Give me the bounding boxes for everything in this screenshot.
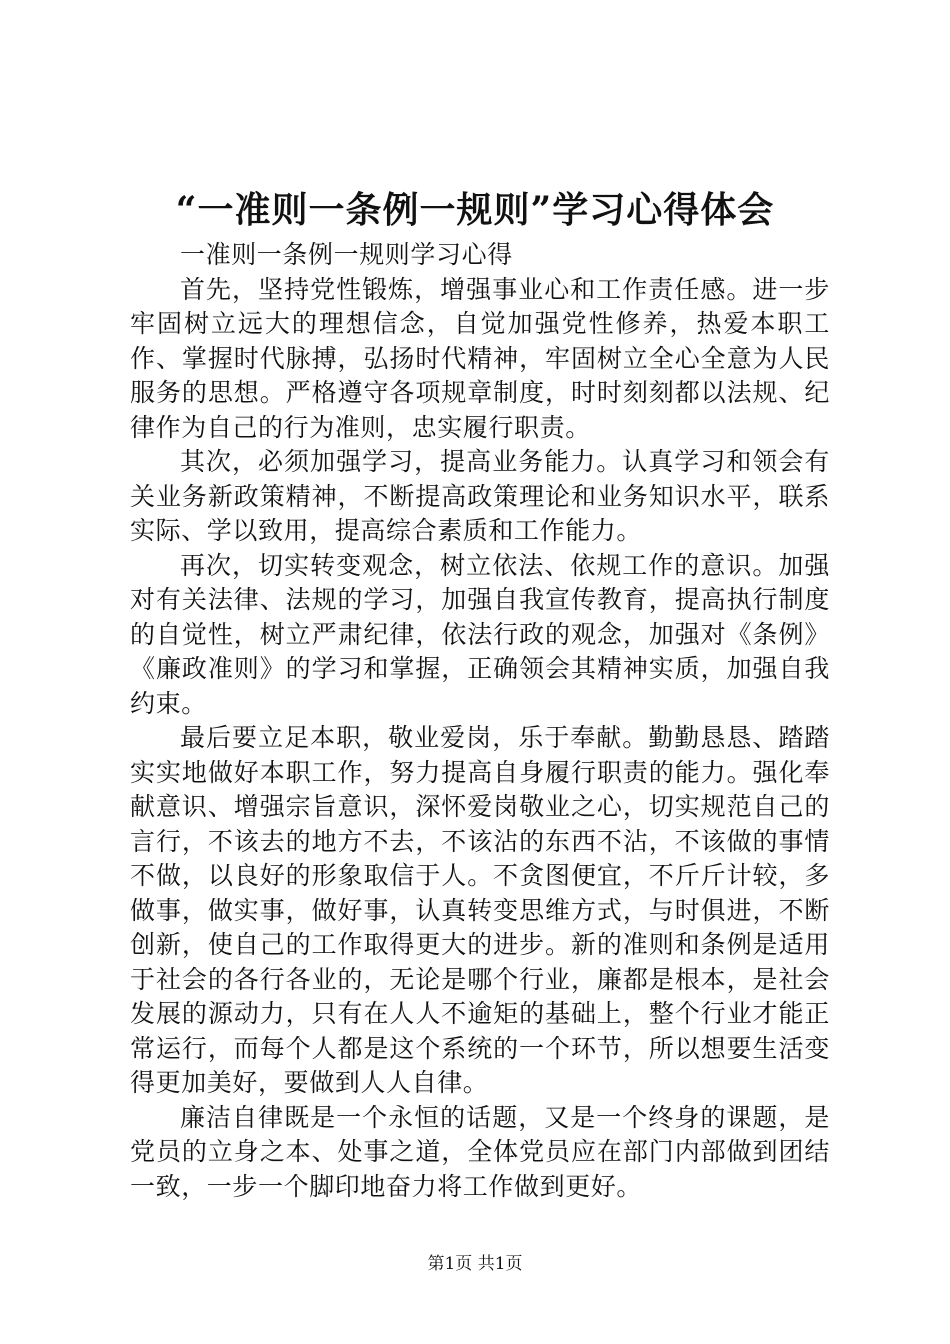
body-paragraph: 其次，必须加强学习，提高业务能力。认真学习和领会有关业务新政策精神，不断提高政策理论和业务知识水平，联系实际、学以致用，提高综合素质和工作能力。 bbox=[130, 447, 830, 545]
body-paragraph: 廉洁自律既是一个永恒的话题，又是一个终身的课题，是党员的立身之本、处事之道，全体党员应在部门内部做到团结一致，一步一个脚印地奋力将工作做到更好。 bbox=[130, 1102, 830, 1201]
body-paragraph: 再次，切实转变观念，树立依法、依规工作的意识。加强对有关法律、法规的学习，加强自我宣传教育，提高执行制度的自觉性，树立严肃纪律，依法行政的观念，加强对《条例》《廉政准则》的学习和掌握，正确领会其精神实质，加强自我约束。 bbox=[130, 550, 830, 718]
body-paragraph: 首先，坚持党性锻炼，增强事业心和工作责任感。进一步牢固树立远大的理想信念，自觉加强党性修养，热爱本职工作、掌握时代脉搏，弘扬时代精神，牢固树立全心全意为人民服务的思想。严格遵守各项规章制度，时时刻刻都以法规、纪律作为自己的行为准则，忠实履行职责。 bbox=[130, 274, 830, 442]
document-title: “一准则一条例一规则”学习心得体会 bbox=[175, 189, 775, 231]
page-footer: 第1页 共1页 bbox=[427, 1254, 523, 1274]
body-paragraph: 最后要立足本职，敬业爱岗，乐于奉献。勤勤恳恳、踏踏实实地做好本职工作，努力提高自身履行职责的能力。强化奉献意识、增强宗旨意识，深怀爱岗敬业之心，切实规范自己的言行，不该去的地方不去，不该沾的东西不沾，不该做的事情不做，以良好的形象取信于人。不贪图便宜，不斤斤计较，多做事，做实事，做好事，认真转变思维方式，与时俱进，不断创新，使自己的工作取得更大的进步。新的准则和条例是适用于社会的各行各业的，无论是哪个行业，廉都是根本，是社会发展的源动力，只有在人人不逾矩的基础上，整个行业才能正常运行，而每个人都是这个系统的一个环节，所以想要生活变得更加美好，要做到人人自律。 bbox=[130, 723, 830, 1097]
document-body bbox=[130, 238, 830, 1204]
subtitle-paragraph: 一准则一条例一规则学习心得 bbox=[180, 240, 513, 269]
